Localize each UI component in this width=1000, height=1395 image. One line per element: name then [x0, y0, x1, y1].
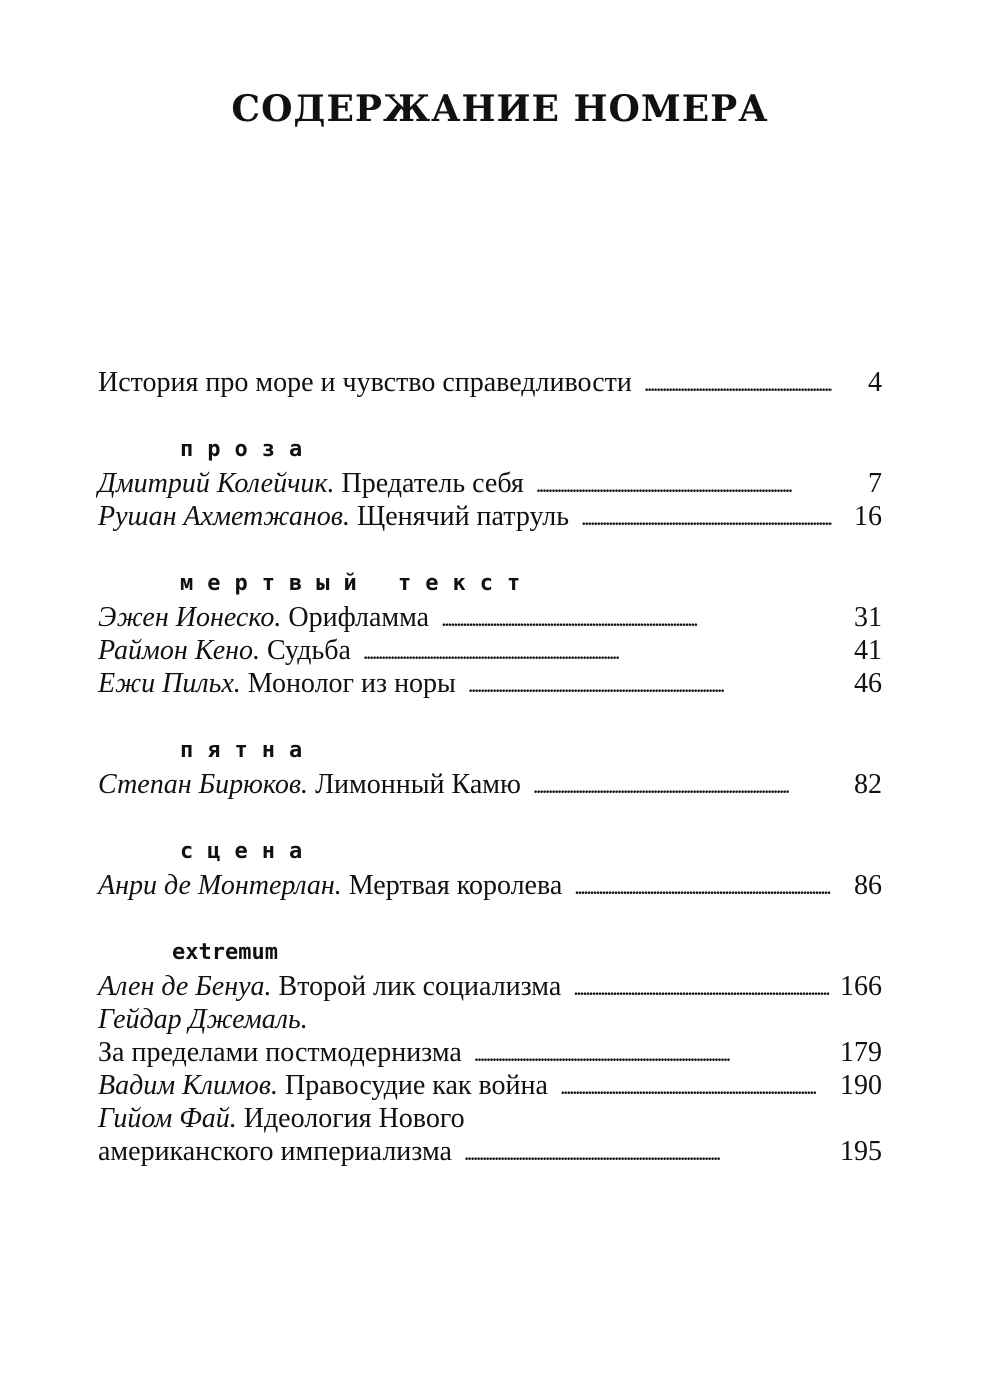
page-number: 195 — [840, 1136, 882, 1167]
dot-leader — [536, 467, 832, 501]
toc-entry — [98, 634, 882, 667]
entry-author: Раймон Кено. — [98, 635, 261, 666]
toc-entry — [98, 467, 882, 500]
toc-entry — [98, 970, 882, 1003]
section-heading-spots: пятна — [180, 738, 317, 763]
section-heading-stage: сцена — [180, 839, 317, 864]
page-number: 46 — [854, 668, 882, 699]
dot-leader — [560, 1069, 830, 1103]
dot-leader — [363, 634, 832, 668]
toc-entry-intro — [98, 366, 882, 399]
entry-author: Ален де Бенуа. — [98, 971, 272, 1002]
entry-author: Анри де Монтерлан. — [98, 870, 342, 901]
dot-leader — [474, 1036, 830, 1070]
entry-author: Гийом Фай. — [98, 1103, 237, 1134]
entry-author: Рушан Ахметжанов. — [98, 501, 350, 532]
entry-author: Дмитрий Колейчик. — [98, 468, 335, 499]
dot-leader — [464, 1135, 830, 1169]
page-number: 31 — [854, 602, 882, 633]
page-number: 179 — [840, 1037, 882, 1068]
entry-title: Мертвая королева — [348, 870, 563, 901]
page-title: СОДЕРЖАНИЕ НОМЕРА — [231, 88, 769, 130]
section-heading-dead-text: мертвый текст — [180, 571, 535, 596]
entry-author: Гейдар Джемаль. — [98, 1004, 308, 1035]
dot-leader — [581, 500, 832, 534]
dot-leader — [574, 869, 832, 903]
page-number: 4 — [868, 367, 882, 398]
entry-title: Лимонный Камю — [315, 769, 521, 800]
toc-entry-first-line — [98, 1102, 882, 1135]
entry-title: Правосудие как война — [284, 1070, 548, 1101]
page-number: 86 — [854, 870, 882, 901]
entry-title: Судьба — [267, 635, 351, 666]
entry-title: Монолог из норы — [247, 668, 456, 699]
section-heading-proza: проза — [180, 437, 317, 462]
entry-title: История про море и чувство справедливости — [98, 367, 632, 398]
page-number: 16 — [854, 501, 882, 532]
entry-author: Ежи Пильх. — [98, 668, 241, 699]
entry-title-continued: американского империализма — [98, 1136, 452, 1167]
dot-leader — [468, 667, 832, 701]
entry-title: За пределами постмодернизма — [98, 1037, 462, 1068]
page-number: 82 — [854, 769, 882, 800]
entry-author: Степан Бирюков. — [98, 769, 309, 800]
toc-entry — [98, 601, 882, 634]
dot-leader — [644, 366, 832, 400]
toc-entry — [98, 869, 882, 902]
dot-leader — [533, 768, 832, 802]
toc-entry — [98, 1135, 882, 1168]
entry-author: Эжен Ионеско. — [98, 602, 282, 633]
table-of-contents — [98, 366, 882, 1168]
toc-entry-author-line — [98, 1003, 882, 1036]
dot-leader — [573, 970, 830, 1004]
entry-title: Второй лик социализма — [278, 971, 562, 1002]
section-heading-extremum: extremum — [172, 940, 278, 965]
entry-title: Предатель себя — [341, 468, 524, 499]
toc-entry — [98, 1069, 882, 1102]
toc-entry — [98, 500, 882, 533]
page-number: 41 — [854, 635, 882, 666]
page-number: 190 — [840, 1070, 882, 1101]
dot-leader — [441, 601, 832, 635]
page-number: 166 — [840, 971, 882, 1002]
entry-author: Вадим Климов. — [98, 1070, 278, 1101]
entry-title: Орифламма — [288, 602, 430, 633]
toc-entry — [98, 667, 882, 700]
toc-entry — [98, 1036, 882, 1069]
entry-title: Идеология Нового — [243, 1103, 465, 1134]
page-number: 7 — [868, 468, 882, 499]
toc-entry — [98, 768, 882, 801]
entry-title: Щенячий патруль — [356, 501, 569, 532]
